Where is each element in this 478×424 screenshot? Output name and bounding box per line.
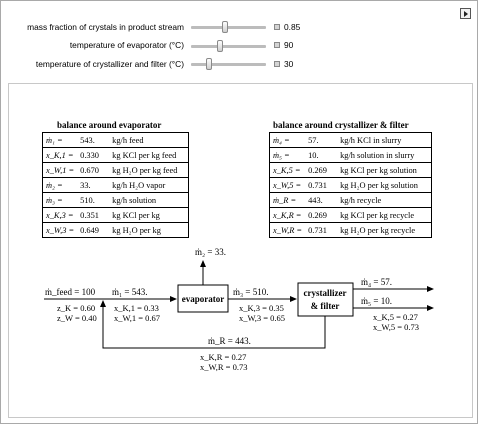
variable-unit: kg H₂O per kg feed [109, 163, 188, 178]
m5-label: ṁ₅ = 10. [361, 296, 392, 306]
crystal-fraction-expand-button[interactable] [274, 24, 280, 30]
variable-unit: kg KCl per kg [109, 208, 188, 223]
variable-symbol: ṁ₁ = [43, 133, 78, 148]
variable-value: 0.269 [305, 208, 337, 223]
m4-label: ṁ₄ = 57. [361, 277, 392, 287]
variable-value: 0.670 [77, 163, 109, 178]
xkr-label: x_K,R = 0.27 [200, 352, 247, 362]
variable-symbol: ṁ_R = [270, 193, 306, 208]
evaporator-temperature-slider-thumb[interactable] [217, 40, 223, 52]
crystallizer-label-line2: & filter [310, 301, 340, 311]
evaporator-table-title: balance around evaporator [57, 120, 162, 130]
xwr-label: x_W,R = 0.73 [200, 362, 248, 372]
zw-label: z_W = 0.40 [57, 313, 97, 323]
variable-unit: kg/h feed [109, 133, 188, 148]
variable-value: 0.731 [305, 178, 337, 193]
xk5-label: x_K,5 = 0.27 [373, 312, 418, 322]
variable-unit: kg/h H₂O vapor [109, 178, 188, 193]
variable-unit: kg/h solution in slurry [337, 148, 431, 163]
zk-label: z_K = 0.60 [57, 303, 96, 313]
variable-symbol: x_W,1 = [43, 163, 78, 178]
variable-symbol: ṁ₂ = [43, 178, 78, 193]
xk1-label: x_K,1 = 0.33 [114, 303, 159, 313]
xw3-label: x_W,3 = 0.65 [239, 313, 286, 323]
variable-value: 0.269 [305, 163, 337, 178]
mr-label: ṁ_R = 443. [208, 336, 251, 346]
crystallizer-temperature-expand-button[interactable] [274, 61, 280, 67]
variable-symbol: x_K,3 = [43, 208, 78, 223]
variable-symbol: ṁ₅ = [270, 148, 306, 163]
variable-unit: kg/h recycle [337, 193, 431, 208]
variable-unit: kg KCl per kg solution [337, 163, 431, 178]
xk3-label: x_K,3 = 0.35 [239, 303, 284, 313]
variable-unit: kg H₂O per kg solution [337, 178, 431, 193]
variable-value: 0.731 [305, 223, 337, 238]
crystal-fraction-slider-thumb[interactable] [222, 21, 228, 33]
variable-symbol: x_W,R = [270, 223, 306, 238]
variable-symbol: x_K,5 = [270, 163, 306, 178]
variable-unit: kg/h KCl in slurry [337, 133, 431, 148]
m2-label: ṁ₂ = 33. [195, 247, 226, 257]
variable-unit: kg/h solution [109, 193, 188, 208]
crystallizer-temperature-label: temperature of crystallizer and filter (°C) [35, 59, 184, 69]
crystallizer-temperature-slider-thumb[interactable] [206, 58, 212, 70]
variable-unit: kg KCl per kg feed [109, 148, 188, 163]
evaporator-temperature-expand-button[interactable] [274, 42, 280, 48]
variable-symbol: ṁ₄ = [270, 133, 306, 148]
variable-value: 510. [77, 193, 109, 208]
variable-unit: kg H₂O per kg recycle [337, 223, 431, 238]
evaporator-label: evaporator [181, 294, 225, 304]
m3-label: ṁ₃ = 510. [233, 287, 269, 297]
variable-symbol: ṁ₃ = [43, 193, 78, 208]
variable-symbol: x_W,3 = [43, 223, 78, 238]
crystallizer-temperature-slider[interactable] [191, 63, 266, 66]
variable-symbol: x_W,5 = [270, 178, 306, 193]
variable-value: 443. [305, 193, 337, 208]
crystallizer-table-title: balance around crystallizer & filter [273, 120, 409, 130]
crystal-fraction-slider[interactable] [191, 26, 266, 29]
crystal-fraction-label: mass fraction of crystals in product stream [27, 22, 184, 32]
variable-unit: kg H₂O per kg [109, 223, 188, 238]
evaporator-temperature-label: temperature of evaporator (°C) [69, 40, 184, 50]
variable-value: 0.351 [77, 208, 109, 223]
m1-label: ṁ₁ = 543. [112, 287, 148, 297]
evaporator-temperature-value: 90 [284, 40, 294, 50]
crystallizer-temperature-value: 30 [284, 59, 294, 69]
play-triangle-icon[interactable] [460, 8, 471, 19]
variable-value: 10. [305, 148, 337, 163]
xw1-label: x_W,1 = 0.67 [114, 313, 161, 323]
variable-unit: kg KCl per kg recycle [337, 208, 431, 223]
variable-symbol: x_K,R = [270, 208, 306, 223]
feed-label: ṁ_feed = 100 [45, 287, 96, 297]
variable-symbol: x_K,1 = [43, 148, 78, 163]
variable-value: 0.649 [77, 223, 109, 238]
evaporator-temperature-slider[interactable] [191, 45, 266, 48]
crystallizer-label-line1: crystallizer [303, 288, 347, 298]
variable-value: 57. [305, 133, 337, 148]
process-flow-diagram [9, 78, 469, 378]
variable-value: 33. [77, 178, 109, 193]
variable-value: 543. [77, 133, 109, 148]
xw5-label: x_W,5 = 0.73 [373, 322, 420, 332]
crystal-fraction-value: 0.85 [284, 22, 301, 32]
variable-value: 0.330 [77, 148, 109, 163]
